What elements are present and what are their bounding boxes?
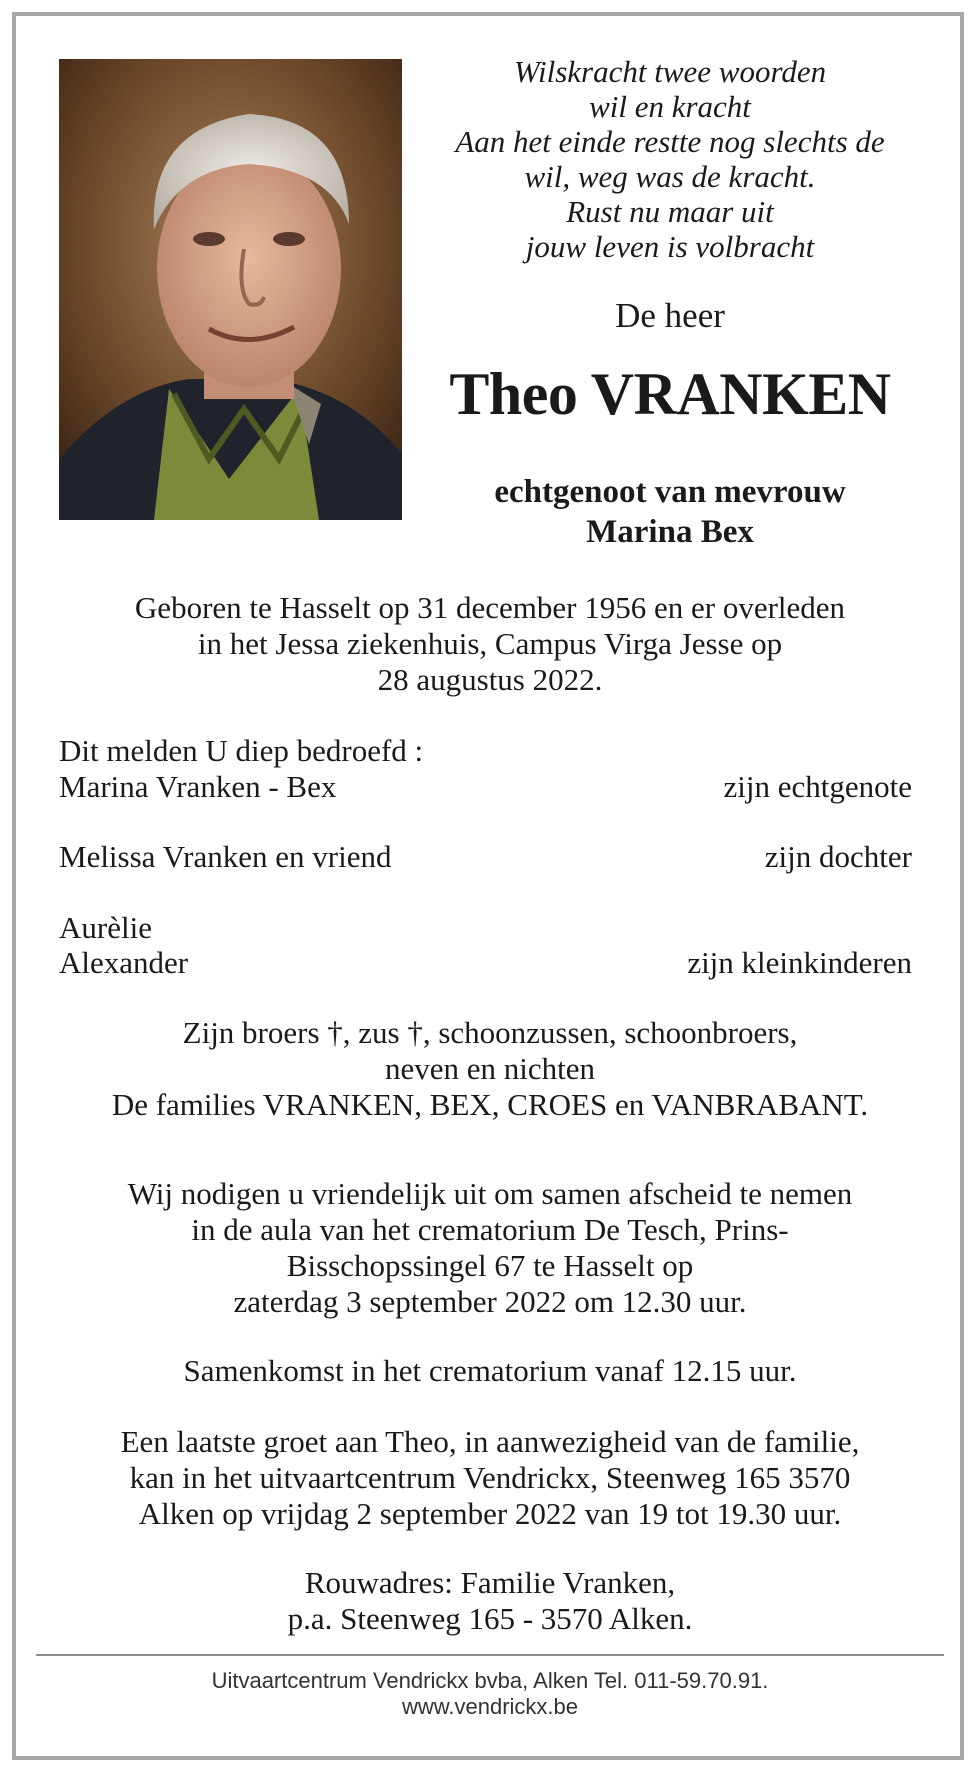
- invitation-line: in de aula van het crematorium De Tesch, Prins-: [191, 1212, 789, 1247]
- invitation-line: zaterdag 3 september 2022 om 12.30 uur.: [233, 1284, 747, 1319]
- invitation-line: Bisschopssingel 67 te Hasselt op: [286, 1248, 694, 1283]
- spouse-line: echtgenoot van mevrouw: [494, 474, 846, 510]
- birth-line: in het Jessa ziekenhuis, Campus Virga Jesse op: [197, 626, 783, 661]
- honorific: De heer: [615, 296, 725, 335]
- memorial-poem: [430, 54, 910, 264]
- poem-line: wil en kracht: [589, 89, 751, 124]
- greeting-line: Een laatste groet aan Theo, in aanwezigheid van de familie,: [120, 1424, 860, 1459]
- address-line: Rouwadres: Familie Vranken,: [304, 1565, 676, 1600]
- portrait-photo: [59, 59, 402, 520]
- address-line: p.a. Steenweg 165 - 3570 Alken.: [287, 1601, 693, 1636]
- footer-website: www.vendrickx.be: [401, 1694, 579, 1719]
- address-block: [40, 1565, 940, 1637]
- family-block: [40, 1015, 940, 1123]
- invitation-block: [40, 1176, 940, 1320]
- spouse-info: [430, 472, 910, 552]
- poem-line: Aan het einde restte nog slechts de: [455, 124, 885, 159]
- footer-company: Uitvaartcentrum Vendrickx bvba, Alken Tel. 011-59.70.91.: [211, 1668, 769, 1693]
- birth-line: 28 augustus 2022.: [377, 662, 603, 697]
- footer-divider: [36, 1654, 944, 1656]
- mourner-name: Melissa Vranken en vriend: [59, 839, 392, 874]
- birth-line: Geboren te Hasselt op 31 december 1956 en er overleden: [134, 590, 846, 625]
- mourners-intro: Dit melden U diep bedroefd :: [59, 733, 424, 768]
- family-line: Zijn broers †, zus †, schoonzussen, schoonbroers,: [182, 1015, 798, 1050]
- poem-line: wil, weg was de kracht.: [524, 159, 816, 194]
- mourner-name: Marina Vranken - Bex: [59, 769, 337, 804]
- poem-line: Wilskracht twee woorden: [513, 54, 827, 89]
- gathering-info: Samenkomst in het crematorium vanaf 12.15 uur.: [183, 1353, 797, 1388]
- greeting-line: Alken op vrijdag 2 september 2022 van 19 tot 19.30 uur.: [138, 1496, 842, 1531]
- invitation-line: Wij nodigen u vriendelijk uit om samen afscheid te nemen: [127, 1176, 853, 1211]
- poem-line: Rust nu maar uit: [566, 194, 774, 229]
- greeting-line: kan in het uitvaartcentrum Vendrickx, Steenweg 165 3570: [129, 1460, 851, 1495]
- mourner-name: Alexander: [59, 945, 189, 980]
- deceased-name: Theo VRANKEN: [449, 361, 891, 427]
- footer: [40, 1668, 940, 1720]
- poem-line: jouw leven is volbracht: [525, 229, 815, 264]
- mourner-relation: zijn echtgenote: [723, 769, 912, 804]
- mourner-relation: zijn kleinkinderen: [687, 945, 912, 980]
- family-line: neven en nichten: [384, 1051, 596, 1086]
- birth-death-info: [40, 590, 940, 698]
- mourner-relation: zijn dochter: [764, 839, 912, 874]
- family-line: De families VRANKEN, BEX, CROES en VANBRABANT.: [111, 1087, 869, 1122]
- mourner-name: Aurèlie: [59, 910, 152, 945]
- last-greeting-block: [40, 1424, 940, 1532]
- spouse-line: Marina Bex: [586, 514, 754, 550]
